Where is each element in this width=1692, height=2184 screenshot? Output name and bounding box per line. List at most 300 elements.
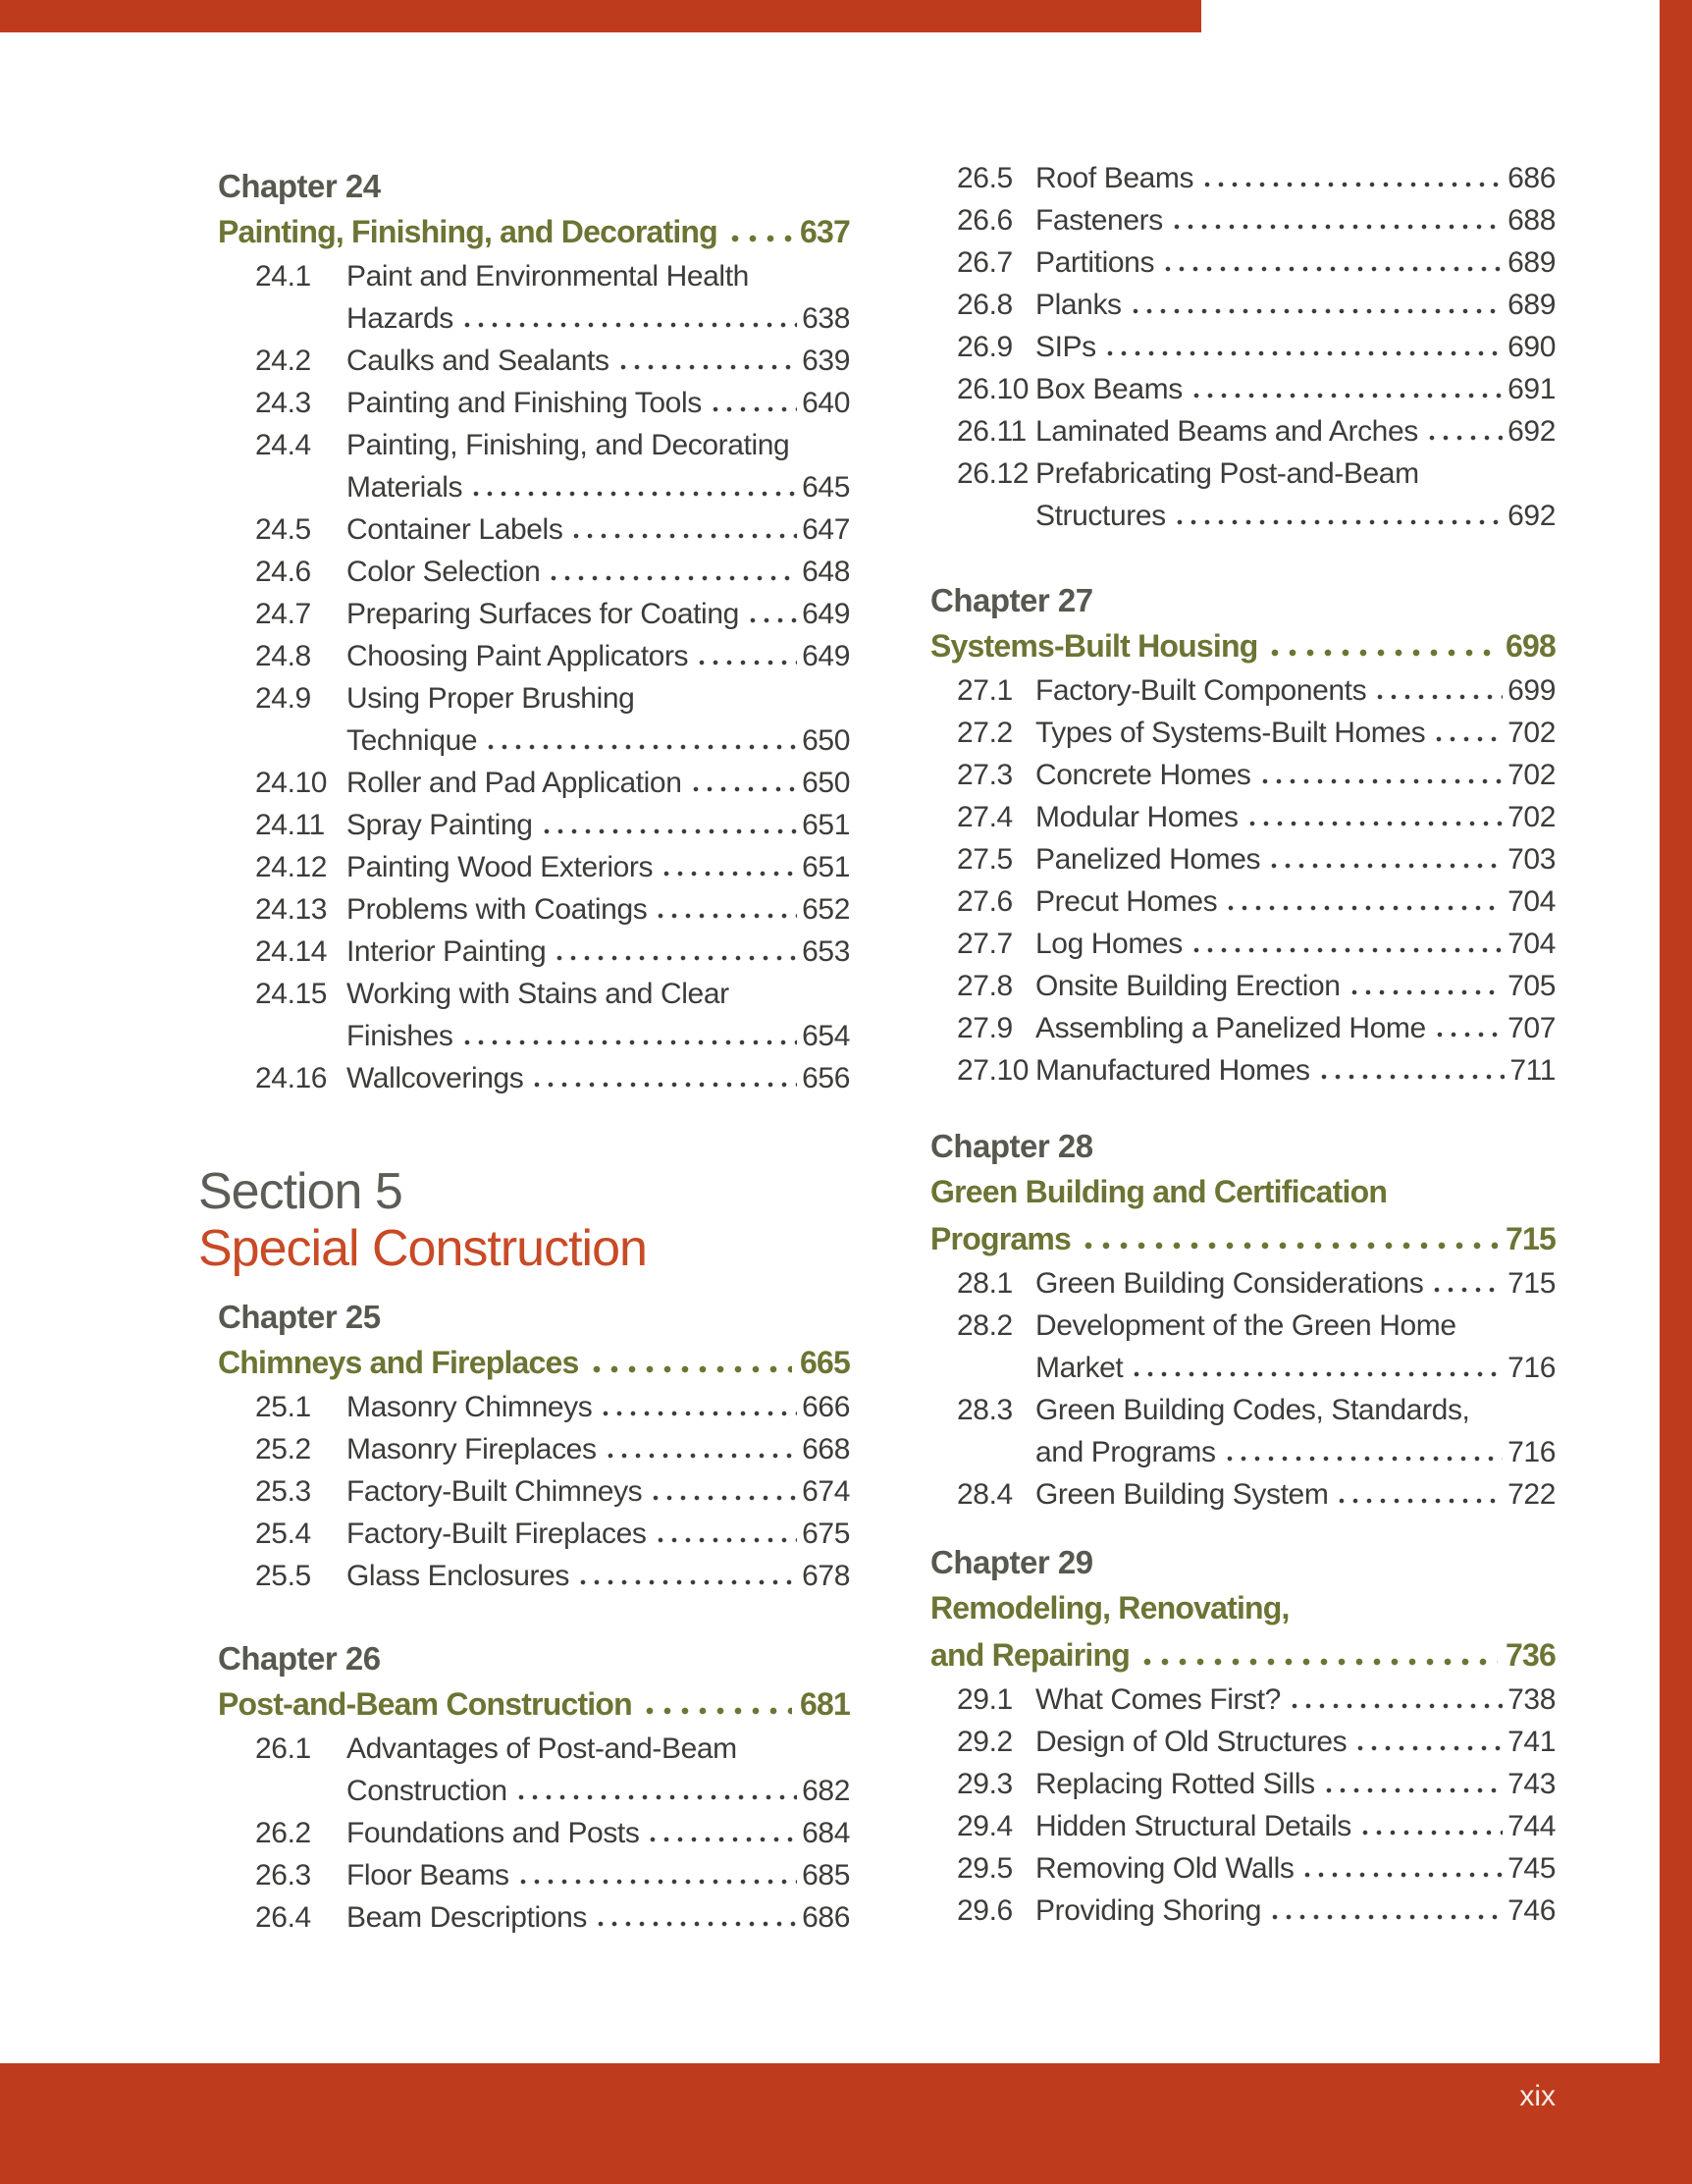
toc-entry bbox=[930, 410, 1556, 453]
chapter-page-number: 637 bbox=[800, 214, 850, 249]
section-title: Special Construction bbox=[198, 1220, 647, 1277]
dot-leader bbox=[1358, 1830, 1503, 1836]
entry-line bbox=[1035, 495, 1556, 537]
chapter-24-block bbox=[218, 165, 850, 1099]
entry-page-number: 743 bbox=[1507, 1768, 1556, 1800]
entry-page-number: 716 bbox=[1507, 1352, 1556, 1384]
entry-number: 26.4 bbox=[255, 1901, 311, 1934]
chapter-26-block bbox=[218, 1637, 850, 1939]
entry-title-text: Box Beams bbox=[1035, 373, 1183, 405]
dot-leader bbox=[553, 955, 797, 961]
entry-title-text: Spray Painting bbox=[346, 809, 533, 841]
dot-leader bbox=[1173, 519, 1503, 525]
dot-leader bbox=[689, 786, 798, 792]
entry-body bbox=[346, 382, 850, 424]
entry-body bbox=[346, 677, 850, 762]
toc-entry bbox=[218, 846, 850, 888]
entry-line bbox=[346, 846, 850, 888]
entry-line bbox=[346, 508, 850, 551]
top-accent-band bbox=[0, 0, 1201, 32]
toc-entry bbox=[930, 965, 1556, 1007]
entry-body bbox=[1035, 199, 1556, 241]
footer-band bbox=[0, 2063, 1692, 2184]
entry-number: 24.9 bbox=[255, 682, 311, 715]
entry-number: 29.6 bbox=[957, 1894, 1013, 1927]
toc-entry bbox=[218, 1812, 850, 1854]
dot-leader bbox=[709, 406, 797, 412]
entry-page-number: 746 bbox=[1507, 1894, 1556, 1927]
entry-title-text: Interior Painting bbox=[346, 935, 547, 968]
dot-leader bbox=[1322, 1787, 1503, 1793]
chapter-label: Chapter 27 bbox=[930, 582, 1093, 618]
dot-leader bbox=[649, 1495, 797, 1501]
toc-entry bbox=[930, 880, 1556, 923]
entry-title-text: Caulks and Sealants bbox=[346, 345, 609, 377]
entry-body bbox=[1035, 923, 1556, 965]
entry-number: 29.4 bbox=[957, 1810, 1013, 1842]
entry-body bbox=[346, 1513, 850, 1555]
entry-body bbox=[346, 255, 850, 340]
entry-number: 24.10 bbox=[255, 767, 328, 799]
entry-number: 28.1 bbox=[957, 1267, 1013, 1300]
entry-title-text: Painting Wood Exteriors bbox=[346, 851, 654, 883]
dot-leader bbox=[1266, 649, 1498, 657]
entry-body bbox=[1035, 1805, 1556, 1847]
entry-line bbox=[1035, 326, 1556, 368]
chapter-title-line bbox=[218, 1680, 850, 1728]
entry-line bbox=[1035, 1347, 1556, 1389]
toc-entry bbox=[930, 284, 1556, 326]
toc-entry bbox=[218, 1896, 850, 1939]
entry-title-text: Replacing Rotted Sills bbox=[1035, 1768, 1315, 1800]
entry-page-number: 651 bbox=[802, 809, 850, 841]
entry-line bbox=[346, 1770, 850, 1812]
entry-page-number: 682 bbox=[802, 1775, 850, 1807]
entry-page-number: 715 bbox=[1507, 1267, 1556, 1300]
entry-line: Working with Stains and Clear bbox=[346, 978, 729, 1010]
entry-line: Green Building Codes, Standards, bbox=[1035, 1394, 1470, 1426]
entry-body bbox=[1035, 368, 1556, 410]
entry-line bbox=[346, 635, 850, 677]
chapter-page-number: 736 bbox=[1506, 1637, 1556, 1673]
entry-line bbox=[1035, 880, 1556, 923]
entry-line bbox=[346, 931, 850, 973]
entry-title-text: Hidden Structural Details bbox=[1035, 1810, 1351, 1842]
entry-title-text: Hazards bbox=[346, 302, 453, 335]
chapter-title-line: Remodeling, Renovating, bbox=[930, 1590, 1290, 1625]
entry-body bbox=[346, 973, 850, 1057]
entry-line bbox=[1035, 1678, 1556, 1721]
entry-page-number: 690 bbox=[1507, 331, 1556, 363]
entry-number: 27.8 bbox=[957, 970, 1013, 1002]
toc-entry bbox=[218, 508, 850, 551]
entry-number: 26.10 bbox=[957, 373, 1030, 405]
entry-number: 24.2 bbox=[255, 345, 311, 377]
entry-body bbox=[1035, 1007, 1556, 1049]
entry-body bbox=[1035, 1049, 1556, 1092]
chapter-title-text: Painting, Finishing, and Decorating bbox=[218, 214, 717, 249]
entry-number: 24.14 bbox=[255, 935, 328, 968]
dot-leader bbox=[1161, 266, 1503, 272]
entry-page-number: 702 bbox=[1507, 717, 1556, 749]
page-number: xix bbox=[1519, 2080, 1556, 2112]
entry-number: 26.1 bbox=[255, 1732, 311, 1765]
entry-body bbox=[346, 1728, 850, 1812]
toc-entry bbox=[218, 382, 850, 424]
dot-leader bbox=[1103, 350, 1503, 356]
chapter-label: Chapter 29 bbox=[930, 1544, 1093, 1580]
chapter-28-block bbox=[930, 1125, 1556, 1516]
dot-leader bbox=[1425, 435, 1503, 441]
chapter-title-line bbox=[930, 1631, 1556, 1678]
entry-line bbox=[1035, 1473, 1556, 1516]
entry-body bbox=[346, 1812, 850, 1854]
entry-title-text: Fasteners bbox=[1035, 204, 1163, 237]
entry-number: 29.1 bbox=[957, 1683, 1013, 1716]
entry-line bbox=[346, 1386, 850, 1428]
toc-entry bbox=[930, 1678, 1556, 1721]
entry-title-text: Glass Enclosures bbox=[346, 1560, 570, 1592]
dot-leader bbox=[594, 1921, 797, 1927]
entry-body bbox=[346, 846, 850, 888]
entry-page-number: 686 bbox=[1507, 162, 1556, 194]
entry-number: 27.5 bbox=[957, 843, 1013, 876]
entry-title-text: Color Selection bbox=[346, 556, 541, 588]
dot-leader bbox=[654, 913, 797, 919]
entry-body bbox=[1035, 712, 1556, 754]
dot-leader bbox=[604, 1453, 798, 1459]
entry-body bbox=[346, 551, 850, 593]
entry-page-number: 652 bbox=[802, 893, 850, 926]
entry-number: 27.6 bbox=[957, 885, 1013, 918]
entry-page-number: 716 bbox=[1507, 1436, 1556, 1468]
chapter-label: Chapter 26 bbox=[218, 1640, 381, 1677]
toc-entry bbox=[930, 326, 1556, 368]
dot-leader bbox=[547, 575, 797, 581]
entry-number: 29.3 bbox=[957, 1768, 1013, 1800]
entry-line bbox=[1035, 1262, 1556, 1305]
entry-line: Development of the Green Home bbox=[1035, 1309, 1456, 1342]
entry-title-text: Design of Old Structures bbox=[1035, 1726, 1348, 1758]
chapter-25-block bbox=[218, 1296, 850, 1597]
entry-page-number: 674 bbox=[802, 1475, 850, 1508]
entry-page-number: 704 bbox=[1507, 885, 1556, 918]
entry-line: Paint and Environmental Health bbox=[346, 260, 749, 293]
chapter-27-block bbox=[930, 579, 1556, 1092]
toc-entry bbox=[930, 1763, 1556, 1805]
entry-body bbox=[1035, 880, 1556, 923]
dot-leader bbox=[1432, 736, 1503, 742]
chapter-title-line bbox=[218, 208, 850, 255]
dot-leader bbox=[654, 1537, 798, 1543]
entry-title-text: Construction bbox=[346, 1775, 507, 1807]
dot-leader bbox=[569, 533, 797, 539]
entry-page-number: 678 bbox=[802, 1560, 850, 1592]
entry-number: 26.5 bbox=[957, 162, 1013, 194]
entry-line bbox=[1035, 965, 1556, 1007]
toc-entry bbox=[930, 1305, 1556, 1389]
entry-body bbox=[1035, 838, 1556, 880]
entry-line bbox=[346, 1015, 850, 1057]
toc-entry bbox=[930, 1890, 1556, 1932]
entry-line bbox=[346, 593, 850, 635]
entry-title-text: Factory-Built Components bbox=[1035, 674, 1367, 707]
dot-leader bbox=[726, 235, 792, 242]
dot-leader bbox=[1430, 1287, 1503, 1293]
entry-title-text: Factory-Built Fireplaces bbox=[346, 1518, 647, 1550]
entry-page-number: 705 bbox=[1507, 970, 1556, 1002]
toc-entry bbox=[930, 754, 1556, 796]
entry-body bbox=[346, 593, 850, 635]
dot-leader bbox=[530, 1082, 797, 1088]
entry-line bbox=[346, 1428, 850, 1470]
entry-line bbox=[346, 297, 850, 340]
chapter-title-text: and Repairing bbox=[930, 1637, 1130, 1673]
entry-line bbox=[1035, 157, 1556, 199]
entry-title-text: Types of Systems-Built Homes bbox=[1035, 717, 1426, 749]
dot-leader bbox=[616, 364, 798, 370]
entry-body bbox=[346, 1428, 850, 1470]
entry-page-number: 668 bbox=[802, 1433, 850, 1465]
toc-entry bbox=[930, 1262, 1556, 1305]
entry-title-text: Foundations and Posts bbox=[346, 1817, 640, 1849]
entry-title-text: Onsite Building Erection bbox=[1035, 970, 1341, 1002]
entry-body bbox=[1035, 1473, 1556, 1516]
entry-number: 26.9 bbox=[957, 331, 1013, 363]
entry-line bbox=[1035, 754, 1556, 796]
entry-line: Using Proper Brushing bbox=[346, 682, 635, 715]
entry-number: 28.2 bbox=[957, 1309, 1013, 1342]
entry-title-text: Green Building Considerations bbox=[1035, 1267, 1424, 1300]
dot-leader bbox=[660, 871, 797, 877]
entry-line bbox=[1035, 838, 1556, 880]
toc-entry bbox=[930, 1049, 1556, 1092]
entry-page-number: 675 bbox=[802, 1518, 850, 1550]
entry-title-text: Manufactured Homes bbox=[1035, 1054, 1310, 1087]
toc-entry bbox=[930, 712, 1556, 754]
chapter-title-text: Chimneys and Fireplaces bbox=[218, 1345, 579, 1380]
entry-line: Advantages of Post-and-Beam bbox=[346, 1732, 737, 1765]
entry-number: 24.8 bbox=[255, 640, 311, 672]
chapter-29-block bbox=[930, 1541, 1556, 1932]
entry-line bbox=[346, 762, 850, 804]
entry-page-number: 684 bbox=[802, 1817, 850, 1849]
toc-entry bbox=[930, 796, 1556, 838]
toc-entry bbox=[218, 1428, 850, 1470]
toc-entry bbox=[930, 1847, 1556, 1890]
right-accent-band bbox=[1660, 0, 1692, 2184]
entry-number: 24.16 bbox=[255, 1062, 328, 1094]
entry-page-number: 692 bbox=[1507, 415, 1556, 448]
entry-page-number: 707 bbox=[1507, 1012, 1556, 1044]
entry-body bbox=[1035, 241, 1556, 284]
entry-number: 24.11 bbox=[255, 809, 325, 841]
dot-leader bbox=[695, 660, 797, 666]
entry-page-number: 647 bbox=[802, 513, 850, 546]
entry-line bbox=[1035, 1431, 1556, 1473]
chapter-label: Chapter 24 bbox=[218, 168, 381, 204]
entry-line bbox=[346, 1470, 850, 1513]
entry-line bbox=[1035, 241, 1556, 284]
entry-number: 24.7 bbox=[255, 598, 311, 630]
entry-line bbox=[346, 466, 850, 508]
entry-page-number: 745 bbox=[1507, 1852, 1556, 1885]
entry-title-text: Laminated Beams and Arches bbox=[1035, 415, 1418, 448]
dot-leader bbox=[1268, 1914, 1503, 1920]
chapter-label: Chapter 28 bbox=[930, 1128, 1093, 1164]
entry-line bbox=[1035, 410, 1556, 453]
entry-title-text: SIPs bbox=[1035, 331, 1096, 363]
entry-title-text: Planks bbox=[1035, 289, 1122, 321]
entry-body bbox=[1035, 284, 1556, 326]
section-5-heading bbox=[198, 1163, 846, 1277]
entry-number: 25.1 bbox=[255, 1391, 311, 1423]
dot-leader bbox=[1224, 905, 1503, 911]
entry-page-number: 741 bbox=[1507, 1726, 1556, 1758]
toc-entry bbox=[218, 1513, 850, 1555]
entry-body bbox=[1035, 453, 1556, 537]
entry-line bbox=[1035, 368, 1556, 410]
entry-body bbox=[1035, 669, 1556, 712]
entry-line: Painting, Finishing, and Decorating bbox=[346, 429, 790, 461]
entry-page-number: 688 bbox=[1507, 204, 1556, 237]
entry-body bbox=[346, 1854, 850, 1896]
entry-page-number: 651 bbox=[802, 851, 850, 883]
entry-line bbox=[346, 551, 850, 593]
entry-page-number: 649 bbox=[802, 598, 850, 630]
toc-entry bbox=[930, 669, 1556, 712]
dot-leader bbox=[1373, 694, 1503, 700]
entry-page-number: 638 bbox=[802, 302, 850, 335]
entry-line bbox=[1035, 1721, 1556, 1763]
entry-page-number: 738 bbox=[1507, 1683, 1556, 1716]
toc-entry bbox=[218, 255, 850, 340]
entry-title-text: Providing Shoring bbox=[1035, 1894, 1262, 1927]
entry-title-text: Panelized Homes bbox=[1035, 843, 1261, 876]
entry-body bbox=[1035, 1847, 1556, 1890]
chapter-title-text: Post-and-Beam Construction bbox=[218, 1686, 632, 1722]
entry-body bbox=[346, 1896, 850, 1939]
dot-leader bbox=[1080, 1242, 1498, 1250]
entry-body bbox=[346, 1057, 850, 1099]
entry-number: 24.12 bbox=[255, 851, 328, 883]
entry-page-number: 689 bbox=[1507, 289, 1556, 321]
entry-title-text: Concrete Homes bbox=[1035, 759, 1251, 791]
entry-line: Prefabricating Post-and-Beam bbox=[1035, 457, 1419, 490]
dot-leader bbox=[641, 1707, 792, 1715]
dot-leader bbox=[599, 1411, 797, 1416]
dot-leader bbox=[1245, 821, 1504, 826]
entry-page-number: 704 bbox=[1507, 928, 1556, 960]
entry-page-number: 639 bbox=[802, 345, 850, 377]
dot-leader bbox=[540, 828, 798, 834]
entry-body bbox=[1035, 326, 1556, 368]
dot-leader bbox=[1190, 393, 1503, 399]
dot-leader bbox=[1317, 1074, 1506, 1080]
entry-page-number: 722 bbox=[1507, 1478, 1556, 1511]
entry-number: 24.4 bbox=[255, 429, 311, 461]
toc-entry bbox=[930, 1389, 1556, 1473]
entry-line bbox=[346, 1057, 850, 1099]
toc-entry bbox=[218, 677, 850, 762]
dot-leader bbox=[484, 744, 797, 750]
entry-title-text: Market bbox=[1035, 1352, 1124, 1384]
entry-title-text: Floor Beams bbox=[346, 1859, 509, 1891]
entry-line bbox=[346, 1513, 850, 1555]
entry-page-number: 685 bbox=[802, 1859, 850, 1891]
entry-title-text: Partitions bbox=[1035, 246, 1155, 279]
entry-title-text: Masonry Chimneys bbox=[346, 1391, 593, 1423]
chapter-page-number: 698 bbox=[1506, 628, 1556, 664]
entry-page-number: 691 bbox=[1507, 373, 1556, 405]
entry-title-text: Beam Descriptions bbox=[346, 1901, 587, 1934]
entry-page-number: 650 bbox=[802, 767, 850, 799]
entry-body bbox=[1035, 1262, 1556, 1305]
entry-title-text: What Comes First? bbox=[1035, 1683, 1281, 1716]
dot-leader bbox=[1433, 1032, 1503, 1038]
dot-leader bbox=[746, 617, 797, 623]
entry-title-text: Container Labels bbox=[346, 513, 563, 546]
entry-title-text: Assembling a Panelized Home bbox=[1035, 1012, 1426, 1044]
entry-line bbox=[346, 382, 850, 424]
entry-number: 27.1 bbox=[957, 674, 1013, 707]
entry-line bbox=[1035, 1847, 1556, 1890]
entry-line bbox=[1035, 669, 1556, 712]
dot-leader bbox=[1258, 778, 1504, 784]
toc-entry bbox=[218, 931, 850, 973]
toc-entry bbox=[930, 1721, 1556, 1763]
dot-leader bbox=[460, 1039, 798, 1045]
entry-title-text: Painting and Finishing Tools bbox=[346, 387, 702, 419]
toc-entry bbox=[930, 923, 1556, 965]
entry-title-text: and Programs bbox=[1035, 1436, 1216, 1468]
chapter-title-line bbox=[930, 1215, 1556, 1262]
dot-leader bbox=[646, 1837, 797, 1842]
entry-line bbox=[1035, 199, 1556, 241]
dot-leader bbox=[1200, 182, 1503, 187]
entry-body bbox=[1035, 1721, 1556, 1763]
entry-title-text: Preparing Surfaces for Coating bbox=[346, 598, 739, 630]
toc-entry bbox=[218, 1386, 850, 1428]
chapter-title-line bbox=[218, 1339, 850, 1386]
toc-entry bbox=[218, 1728, 850, 1812]
entry-title-text: Removing Old Walls bbox=[1035, 1852, 1295, 1885]
entry-title-text: Choosing Paint Applicators bbox=[346, 640, 689, 672]
entry-page-number: 649 bbox=[802, 640, 850, 672]
entry-body bbox=[1035, 1890, 1556, 1932]
entry-body bbox=[1035, 1763, 1556, 1805]
entry-page-number: 699 bbox=[1507, 674, 1556, 707]
entry-number: 24.1 bbox=[255, 260, 311, 293]
entry-page-number: 640 bbox=[802, 387, 850, 419]
entry-title-text: Roof Beams bbox=[1035, 162, 1194, 194]
entry-number: 29.2 bbox=[957, 1726, 1013, 1758]
entry-line bbox=[1035, 1890, 1556, 1932]
entry-body bbox=[346, 931, 850, 973]
entry-body bbox=[346, 424, 850, 508]
entry-line bbox=[1035, 1805, 1556, 1847]
entry-page-number: 650 bbox=[802, 724, 850, 757]
entry-body bbox=[346, 804, 850, 846]
section-number: Section 5 bbox=[198, 1163, 402, 1220]
entry-line bbox=[346, 1812, 850, 1854]
entry-number: 29.5 bbox=[957, 1852, 1013, 1885]
entry-line bbox=[1035, 923, 1556, 965]
toc-entry bbox=[218, 635, 850, 677]
entry-title-text: Materials bbox=[346, 471, 463, 504]
entry-body bbox=[1035, 1389, 1556, 1473]
toc-entry bbox=[930, 368, 1556, 410]
